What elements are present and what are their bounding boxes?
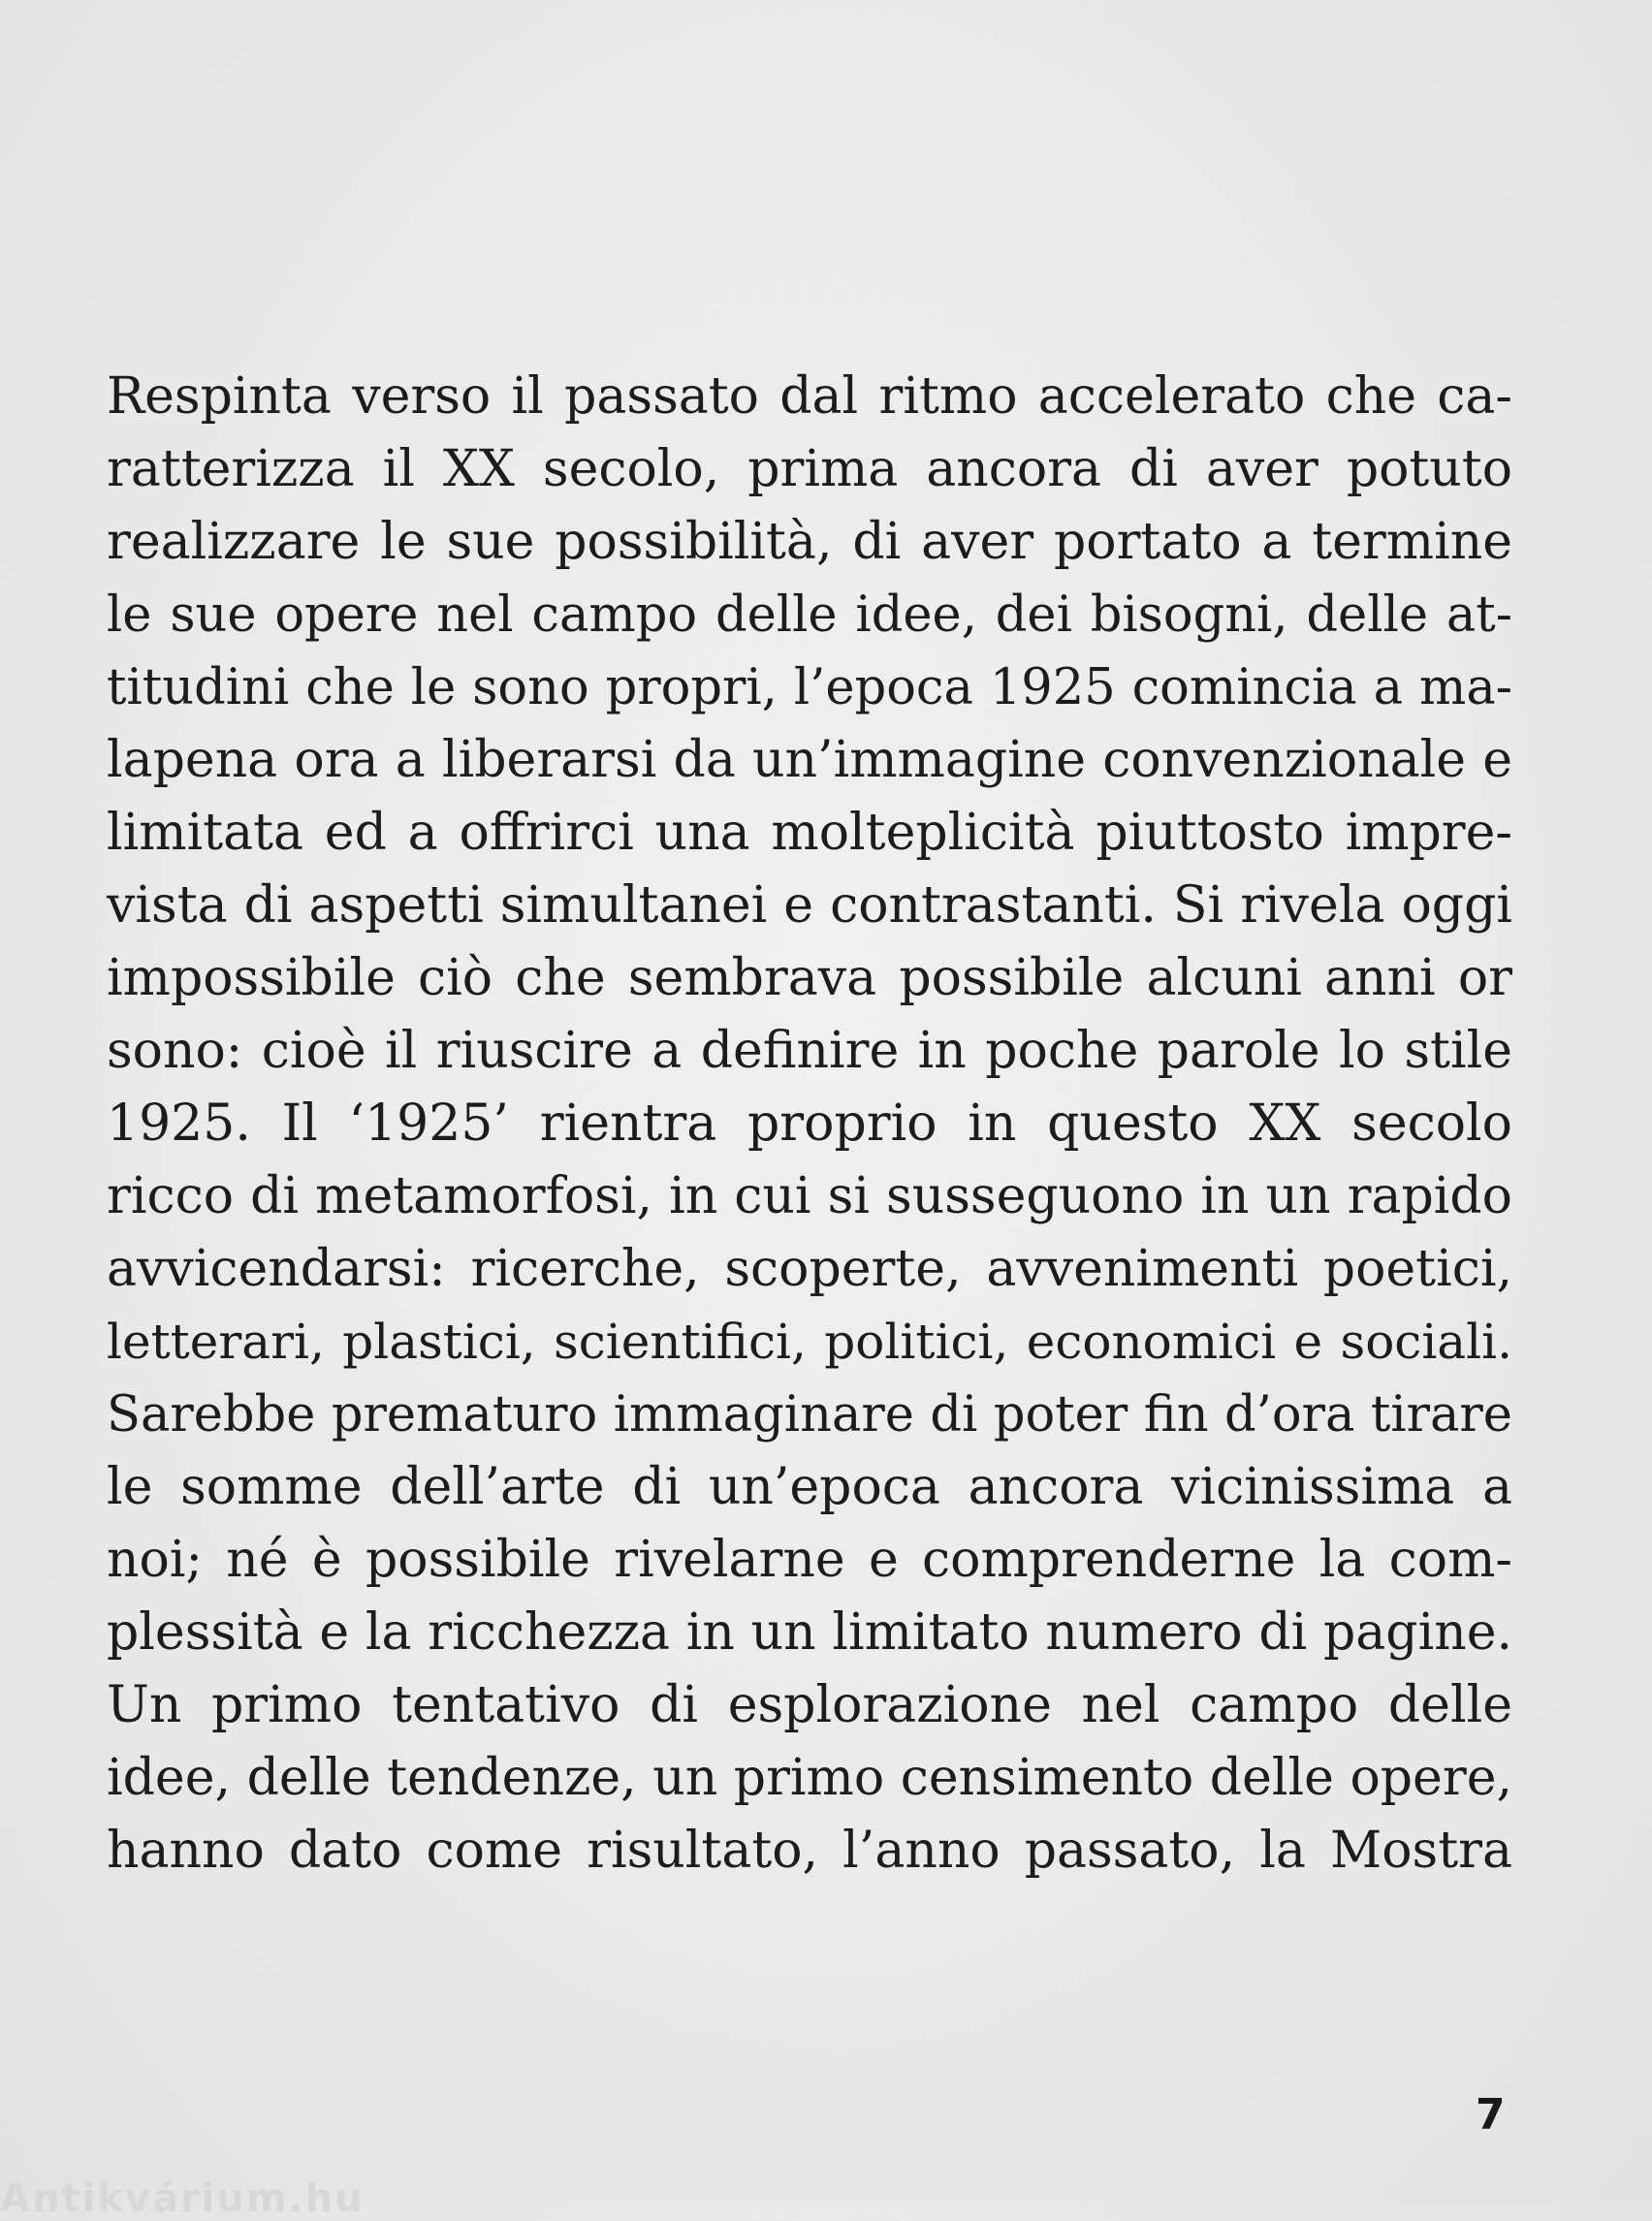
text-line: plessità e la ricchezza in un limitato numero di pagine. — [107, 1603, 1512, 1662]
text-line: le sue opere nel campo delle idee, dei bisogni, delle at- — [107, 587, 1512, 644]
text-line: realizzare le sue possibilità, di aver portato a termine — [107, 513, 1512, 571]
text-line: Respinta verso il passato dal ritmo accelerato che ca- — [107, 367, 1512, 426]
text-line: avvicendarsi: ricerche, scoperte, avvenimenti poetici, — [107, 1240, 1512, 1298]
text-line: vista di aspetti simultanei e contrastanti. Si rivela oggi — [107, 876, 1512, 935]
text-line: Un primo tentativo di esplorazione nel campo delle — [107, 1676, 1512, 1734]
text-line: ratterizza il XX secolo, prima ancora di aver potuto — [107, 440, 1512, 498]
text-line: titudini che le sono propri, l’epoca 1925 comincia a ma- — [107, 659, 1512, 716]
text-line: lapena ora a liberarsi da un’immagine convenzionale e — [107, 731, 1512, 789]
text-line: sono: cioè il riuscire a definire in poche parole lo stile — [107, 1022, 1512, 1080]
text-line: impossibile ciò che sembrava possibile alcuni anni or — [107, 949, 1512, 1007]
text-line: noi; né è possibile rivelarne e comprenderne la com- — [107, 1531, 1512, 1589]
page-number: 7 — [1476, 2090, 1506, 2140]
text-line: limitata ed a offrirci una molteplicità piuttosto impre- — [107, 804, 1512, 862]
text-line: 1925. Il ‘1925’ rientra proprio in questo XX secolo — [107, 1095, 1512, 1153]
text-line: ricco di metamorfosi, in cui si susseguono in un rapido — [107, 1167, 1512, 1225]
text-line: le somme dell’arte di un’epoca ancora vicinissima a — [107, 1458, 1512, 1516]
text-line: idee, delle tendenze, un primo censimento delle opere, — [107, 1749, 1512, 1807]
text-line: hanno dato come risultato, l’anno passato, la Mostra — [107, 1822, 1512, 1880]
body-paragraph — [107, 361, 1512, 1888]
text-line: Sarebbe prematuro immaginare di poter fin d’ora tirare — [107, 1386, 1512, 1444]
text-line: letterari, plastici, scientifici, politici, economici e sociali. — [107, 1314, 1512, 1370]
watermark: Antikvárium.hu — [0, 2176, 365, 2221]
